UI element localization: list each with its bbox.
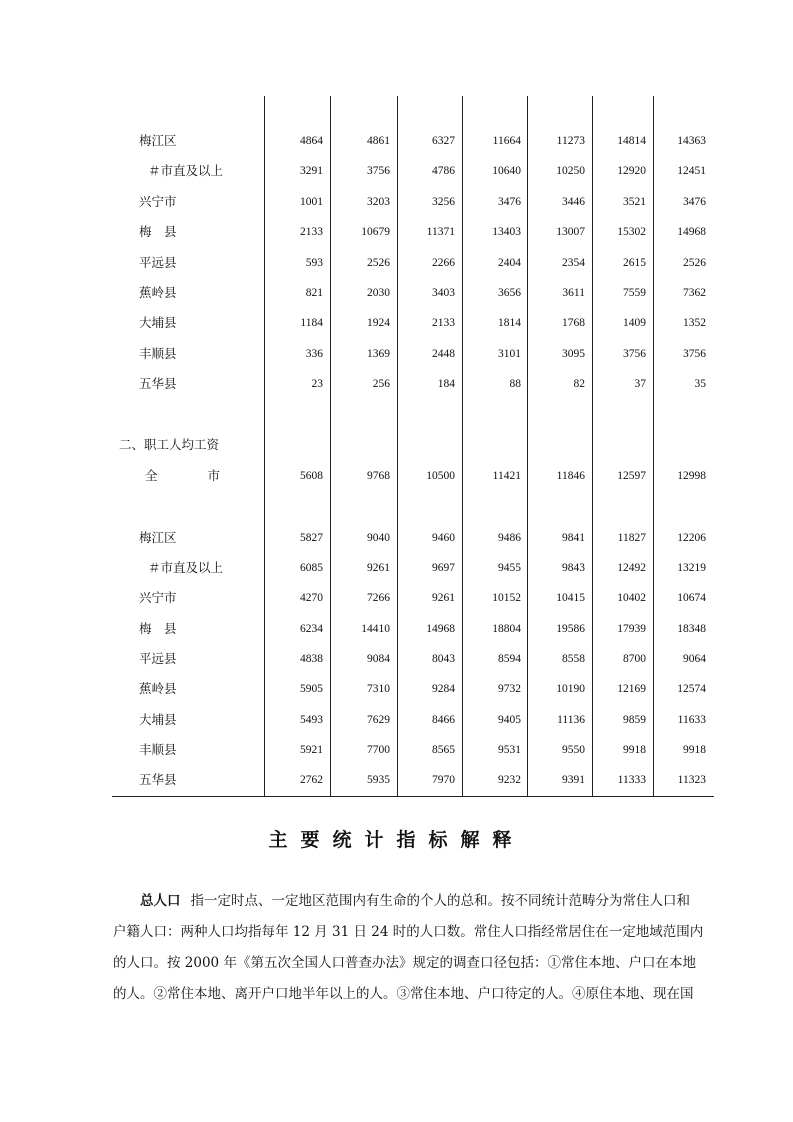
table-cell: 9531	[498, 744, 521, 756]
table-cell: 9455	[498, 562, 521, 574]
table-cell: 4786	[432, 165, 455, 177]
table-cell: 4838	[300, 653, 323, 665]
table-cell: 11664	[492, 135, 521, 147]
table-cell: 7266	[367, 592, 390, 604]
table-cell: 5921	[300, 744, 323, 756]
row-label: 平远县	[139, 651, 177, 666]
table-cell: 9732	[498, 683, 521, 695]
row-label: 蕉岭县	[139, 285, 177, 300]
table-cell: 12169	[617, 683, 646, 695]
table-cell: 9232	[498, 774, 521, 786]
table-cell: 1352	[683, 317, 706, 329]
table-cell: 15302	[617, 226, 646, 238]
table-cell: 2266	[432, 257, 455, 269]
table-cell: 12206	[677, 532, 706, 544]
row-label: ＃市直及以上	[148, 560, 224, 575]
row-label: 丰顺县	[139, 346, 177, 361]
table-cell: 14363	[677, 135, 706, 147]
table-cell: 8043	[432, 653, 455, 665]
table-cell: 3291	[300, 165, 323, 177]
table-cell: 9284	[432, 683, 455, 695]
table-cell: 9084	[367, 653, 390, 665]
table-cell: 3611	[562, 287, 585, 299]
table-cell: 3656	[498, 287, 521, 299]
table-cell: 37	[634, 378, 646, 390]
table-cell: 1924	[367, 317, 390, 329]
table-cell: 9261	[367, 562, 390, 574]
row-label: 兴宁市	[139, 590, 177, 605]
row-label: 平远县	[139, 255, 177, 270]
table-cell: 3756	[683, 348, 706, 360]
table-cell: 10500	[426, 470, 455, 482]
table-cell: 11323	[677, 774, 706, 786]
table-cell: 5827	[300, 532, 323, 544]
table-cell: 8565	[432, 744, 455, 756]
table-cell: 4270	[300, 592, 323, 604]
row-label: 丰顺县	[139, 742, 177, 757]
column-divider	[330, 96, 331, 797]
table-cell: 1369	[367, 348, 390, 360]
table-cell: 2526	[367, 257, 390, 269]
table-cell: 2404	[498, 257, 521, 269]
table-cell: 10640	[492, 165, 521, 177]
table-cell: 11846	[556, 470, 585, 482]
page-title: 主要统计指标解释	[268, 829, 525, 851]
table-cell: 9064	[683, 653, 706, 665]
table-cell: 9040	[367, 532, 390, 544]
table-cell: 9261	[432, 592, 455, 604]
table-cell: 10190	[556, 683, 585, 695]
table-cell: 2448	[432, 348, 455, 360]
table-cell: 1409	[623, 317, 646, 329]
table-cell: 10250	[556, 165, 585, 177]
table-cell: 9486	[498, 532, 521, 544]
table-cell: 9843	[562, 562, 585, 574]
definition-line-4: 的人。②常住本地、离开户口地半年以上的人。③常住本地、户口待定的人。④原住本地、现在国	[113, 986, 694, 1002]
table-cell: 5493	[300, 714, 323, 726]
table-cell: 2354	[562, 257, 585, 269]
table-cell: 8466	[432, 714, 455, 726]
definition-text: 指一定时点、一定地区范围内有生命的个人的总和。按不同统计范畴分为常住人口和	[190, 893, 690, 909]
table-cell: 2762	[300, 774, 323, 786]
row-label: ＃市直及以上	[148, 163, 224, 178]
section-title: 二、职工人均工资	[119, 437, 220, 452]
table-cell: 1768	[562, 317, 585, 329]
table-cell: 1001	[300, 196, 323, 208]
table-bottom-rule	[112, 796, 714, 797]
table-cell: 9768	[367, 470, 390, 482]
table-cell: 3756	[367, 165, 390, 177]
row-label: 梅 县	[139, 224, 177, 239]
table-cell: 9405	[498, 714, 521, 726]
table-cell: 3256	[432, 196, 455, 208]
table-cell: 19586	[556, 623, 585, 635]
table-cell: 8700	[623, 653, 646, 665]
row-label: 五华县	[139, 376, 177, 391]
table-cell: 7970	[432, 774, 455, 786]
table-cell: 13403	[492, 226, 521, 238]
table-cell: 3756	[623, 348, 646, 360]
table-cell: 14968	[426, 623, 455, 635]
table-cell: 11333	[617, 774, 646, 786]
table-cell: 11136	[557, 714, 585, 726]
table-cell: 7559	[623, 287, 646, 299]
table-cell: 1184	[300, 317, 323, 329]
table-cell: 12451	[677, 165, 706, 177]
table-cell: 11827	[617, 532, 646, 544]
table-cell: 5905	[300, 683, 323, 695]
row-label: 全 市	[145, 468, 221, 483]
table-cell: 5935	[367, 774, 390, 786]
table-cell: 12920	[617, 165, 646, 177]
definition-term: 总人口	[140, 893, 181, 909]
definition-line-3: 的人口。按 2000 年《第五次全国人口普查办法》规定的调查口径包括：①常住本地、户口在本地	[113, 955, 696, 971]
table-cell: 8558	[562, 653, 585, 665]
table-cell: 9391	[562, 774, 585, 786]
definition-line-1	[113, 886, 690, 917]
table-cell: 184	[437, 378, 455, 390]
table-cell: 2133	[300, 226, 323, 238]
row-label: 五华县	[139, 772, 177, 787]
table-cell: 18804	[492, 623, 521, 635]
table-cell: 4864	[300, 135, 323, 147]
table-cell: 9859	[623, 714, 646, 726]
table-cell: 6085	[300, 562, 323, 574]
table-cell: 9918	[683, 744, 706, 756]
table-cell: 12597	[617, 470, 646, 482]
table-cell: 35	[694, 378, 706, 390]
table-cell: 2526	[683, 257, 706, 269]
table-cell: 3403	[432, 287, 455, 299]
table-cell: 3095	[562, 348, 585, 360]
table-cell: 88	[509, 378, 521, 390]
table-cell: 9841	[562, 532, 585, 544]
table-cell: 7700	[367, 744, 390, 756]
table-cell: 7310	[367, 683, 390, 695]
table-cell: 12574	[677, 683, 706, 695]
table-cell: 9460	[432, 532, 455, 544]
row-label: 梅 县	[139, 621, 177, 636]
table-cell: 7362	[683, 287, 706, 299]
row-label: 梅江区	[139, 133, 177, 148]
table-cell: 2030	[367, 287, 390, 299]
table-cell: 9550	[562, 744, 585, 756]
row-label: 兴宁市	[139, 194, 177, 209]
table-cell: 23	[311, 378, 323, 390]
table-cell: 3521	[623, 196, 646, 208]
table-cell: 6327	[432, 135, 455, 147]
table-cell: 10674	[677, 592, 706, 604]
row-label: 大埔县	[139, 315, 177, 330]
table-cell: 10679	[361, 226, 390, 238]
table-cell: 3446	[562, 196, 585, 208]
table-cell: 14814	[617, 135, 646, 147]
table-cell: 593	[305, 257, 323, 269]
table-cell: 10152	[492, 592, 521, 604]
table-cell: 821	[305, 287, 323, 299]
table-cell: 3476	[498, 196, 521, 208]
table-cell: 336	[305, 348, 323, 360]
table-cell: 3101	[498, 348, 521, 360]
table-cell: 82	[573, 378, 585, 390]
definition-line-2: 户籍人口：两种人口均指每年 12 月 31 日 24 时的人口数。常住人口指经常居住在一定地域范围内	[113, 924, 704, 940]
table-cell: 12998	[677, 470, 706, 482]
table-cell: 2133	[432, 317, 455, 329]
row-label: 大埔县	[139, 712, 177, 727]
table-cell: 14968	[677, 226, 706, 238]
table-cell: 1814	[498, 317, 521, 329]
row-label: 梅江区	[139, 530, 177, 545]
table-cell: 8594	[498, 653, 521, 665]
table-cell: 11633	[677, 714, 706, 726]
table-cell: 3476	[683, 196, 706, 208]
table-cell: 256	[372, 378, 390, 390]
table-cell: 12492	[617, 562, 646, 574]
definition-paragraph	[113, 886, 704, 1010]
table-cell: 6234	[300, 623, 323, 635]
table-cell: 9697	[432, 562, 455, 574]
table-cell: 13007	[556, 226, 585, 238]
table-cell: 11371	[426, 226, 455, 238]
table-cell: 11421	[492, 470, 521, 482]
table-cell: 2615	[623, 257, 646, 269]
table-cell: 4861	[367, 135, 390, 147]
table-cell: 3203	[367, 196, 390, 208]
table-cell: 14410	[361, 623, 390, 635]
table-cell: 18348	[677, 623, 706, 635]
table-cell: 10402	[617, 592, 646, 604]
table-cell: 7629	[367, 714, 390, 726]
table-cell: 9918	[623, 744, 646, 756]
table-cell: 13219	[677, 562, 706, 574]
table-cell: 17939	[617, 623, 646, 635]
table-cell: 11273	[556, 135, 585, 147]
table-cell: 10415	[556, 592, 585, 604]
table-cell: 5608	[300, 470, 323, 482]
row-label: 蕉岭县	[139, 681, 177, 696]
